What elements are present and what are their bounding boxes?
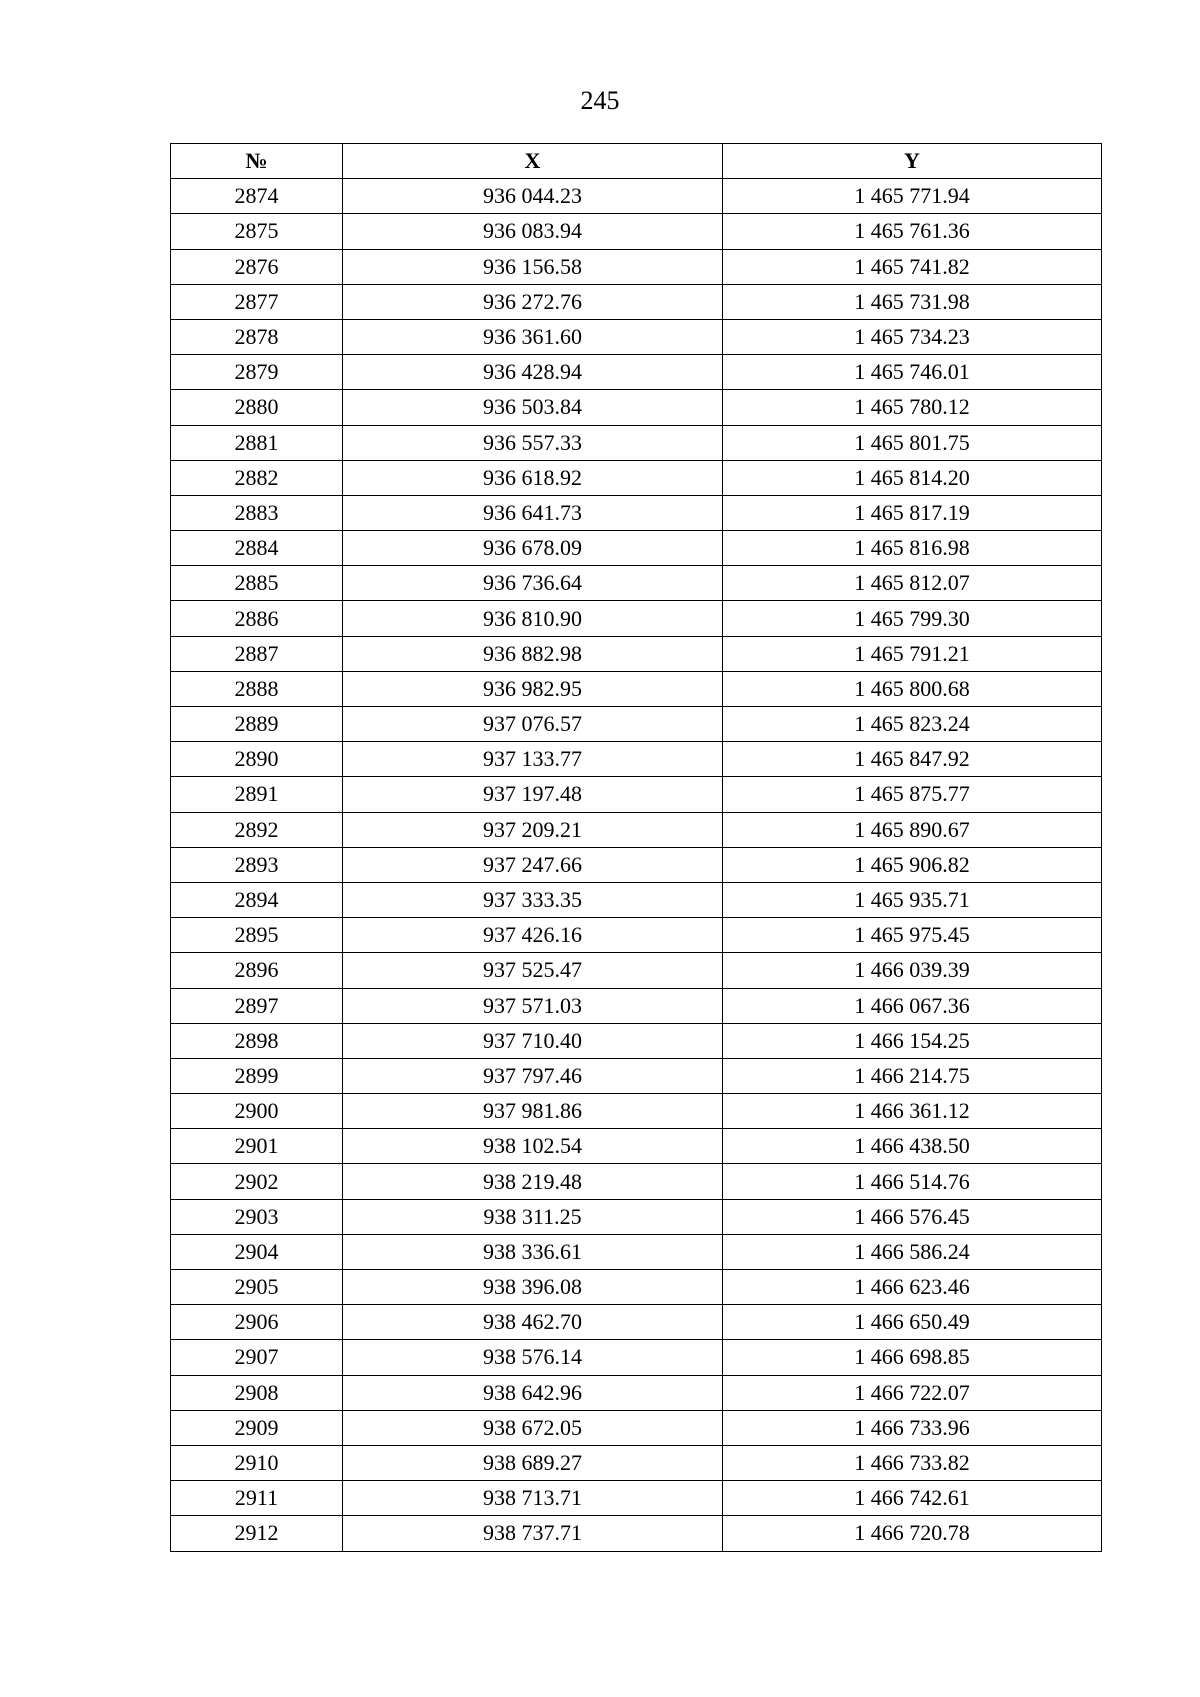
cell-number: 2893 <box>171 847 343 882</box>
cell-number: 2884 <box>171 531 343 566</box>
cell-x: 936 156.58 <box>343 249 723 284</box>
table-row <box>171 1340 1102 1375</box>
table-row <box>171 671 1102 706</box>
cell-number: 2880 <box>171 390 343 425</box>
cell-number: 2894 <box>171 882 343 917</box>
cell-y: 1 465 847.92 <box>723 742 1102 777</box>
table-row <box>171 777 1102 812</box>
cell-number: 2912 <box>171 1516 343 1551</box>
cell-x: 937 797.46 <box>343 1058 723 1093</box>
table-row <box>171 1199 1102 1234</box>
cell-number: 2895 <box>171 918 343 953</box>
cell-y: 1 466 514.76 <box>723 1164 1102 1199</box>
cell-x: 938 672.05 <box>343 1410 723 1445</box>
table-row <box>171 1164 1102 1199</box>
cell-y: 1 465 975.45 <box>723 918 1102 953</box>
cell-x: 936 810.90 <box>343 601 723 636</box>
cell-y: 1 466 623.46 <box>723 1270 1102 1305</box>
cell-number: 2896 <box>171 953 343 988</box>
cell-number: 2908 <box>171 1375 343 1410</box>
cell-x: 937 209.21 <box>343 812 723 847</box>
cell-y: 1 465 801.75 <box>723 425 1102 460</box>
table-row <box>171 988 1102 1023</box>
cell-number: 2885 <box>171 566 343 601</box>
table-row <box>171 566 1102 601</box>
cell-number: 2890 <box>171 742 343 777</box>
cell-y: 1 466 720.78 <box>723 1516 1102 1551</box>
cell-x: 937 133.77 <box>343 742 723 777</box>
table-body <box>171 179 1102 1551</box>
cell-number: 2877 <box>171 284 343 319</box>
table-row <box>171 1270 1102 1305</box>
cell-y: 1 465 817.19 <box>723 495 1102 530</box>
page-number: 245 <box>580 86 620 115</box>
cell-y: 1 465 875.77 <box>723 777 1102 812</box>
cell-y: 1 465 800.68 <box>723 671 1102 706</box>
cell-y: 1 465 890.67 <box>723 812 1102 847</box>
cell-number: 2882 <box>171 460 343 495</box>
table-row <box>171 214 1102 249</box>
cell-x: 937 571.03 <box>343 988 723 1023</box>
cell-y: 1 466 039.39 <box>723 953 1102 988</box>
cell-number: 2899 <box>171 1058 343 1093</box>
cell-number: 2900 <box>171 1094 343 1129</box>
table-row <box>171 390 1102 425</box>
cell-x: 936 361.60 <box>343 319 723 354</box>
table-row <box>171 1305 1102 1340</box>
cell-number: 2892 <box>171 812 343 847</box>
cell-x: 936 641.73 <box>343 495 723 530</box>
table-row <box>171 495 1102 530</box>
cell-y: 1 466 650.49 <box>723 1305 1102 1340</box>
cell-x: 937 197.48 <box>343 777 723 812</box>
cell-y: 1 465 812.07 <box>723 566 1102 601</box>
cell-y: 1 465 741.82 <box>723 249 1102 284</box>
table-row <box>171 1129 1102 1164</box>
cell-x: 938 102.54 <box>343 1129 723 1164</box>
cell-number: 2904 <box>171 1234 343 1269</box>
table-row <box>171 179 1102 214</box>
cell-y: 1 465 771.94 <box>723 179 1102 214</box>
table-row <box>171 707 1102 742</box>
cell-x: 937 710.40 <box>343 1023 723 1058</box>
cell-y: 1 465 799.30 <box>723 601 1102 636</box>
cell-x: 938 336.61 <box>343 1234 723 1269</box>
cell-x: 937 981.86 <box>343 1094 723 1129</box>
cell-y: 1 465 906.82 <box>723 847 1102 882</box>
cell-y: 1 465 814.20 <box>723 460 1102 495</box>
table-row <box>171 636 1102 671</box>
table-row <box>171 1023 1102 1058</box>
cell-x: 937 426.16 <box>343 918 723 953</box>
coordinates-table <box>170 143 1102 1552</box>
cell-number: 2910 <box>171 1445 343 1480</box>
cell-y: 1 466 733.96 <box>723 1410 1102 1445</box>
cell-y: 1 465 791.21 <box>723 636 1102 671</box>
cell-x: 936 428.94 <box>343 355 723 390</box>
cell-y: 1 465 823.24 <box>723 707 1102 742</box>
cell-y: 1 465 780.12 <box>723 390 1102 425</box>
cell-number: 2888 <box>171 671 343 706</box>
cell-y: 1 466 438.50 <box>723 1129 1102 1164</box>
cell-x: 937 076.57 <box>343 707 723 742</box>
cell-number: 2887 <box>171 636 343 671</box>
table-row <box>171 425 1102 460</box>
cell-number: 2886 <box>171 601 343 636</box>
cell-number: 2881 <box>171 425 343 460</box>
cell-number: 2901 <box>171 1129 343 1164</box>
cell-x: 938 689.27 <box>343 1445 723 1480</box>
cell-number: 2883 <box>171 495 343 530</box>
table-row <box>171 953 1102 988</box>
table-row <box>171 319 1102 354</box>
table-row <box>171 284 1102 319</box>
cell-y: 1 466 742.61 <box>723 1481 1102 1516</box>
table-row <box>171 1445 1102 1480</box>
table-row <box>171 1410 1102 1445</box>
cell-y: 1 466 067.36 <box>723 988 1102 1023</box>
cell-x: 938 713.71 <box>343 1481 723 1516</box>
table-row <box>171 460 1102 495</box>
cell-number: 2911 <box>171 1481 343 1516</box>
cell-x: 937 525.47 <box>343 953 723 988</box>
cell-y: 1 465 731.98 <box>723 284 1102 319</box>
cell-y: 1 465 935.71 <box>723 882 1102 917</box>
cell-number: 2909 <box>171 1410 343 1445</box>
cell-number: 2903 <box>171 1199 343 1234</box>
cell-number: 2906 <box>171 1305 343 1340</box>
cell-x: 936 557.33 <box>343 425 723 460</box>
cell-y: 1 466 154.25 <box>723 1023 1102 1058</box>
cell-y: 1 466 698.85 <box>723 1340 1102 1375</box>
cell-x: 936 982.95 <box>343 671 723 706</box>
cell-x: 936 678.09 <box>343 531 723 566</box>
table-row <box>171 601 1102 636</box>
table-row <box>171 355 1102 390</box>
cell-y: 1 466 586.24 <box>723 1234 1102 1269</box>
cell-number: 2905 <box>171 1270 343 1305</box>
cell-x: 938 311.25 <box>343 1199 723 1234</box>
cell-x: 938 576.14 <box>343 1340 723 1375</box>
cell-y: 1 465 746.01 <box>723 355 1102 390</box>
cell-number: 2876 <box>171 249 343 284</box>
cell-number: 2897 <box>171 988 343 1023</box>
cell-x: 937 247.66 <box>343 847 723 882</box>
cell-number: 2874 <box>171 179 343 214</box>
header-x: X <box>343 144 723 179</box>
table-row <box>171 812 1102 847</box>
cell-y: 1 465 734.23 <box>723 319 1102 354</box>
cell-y: 1 465 816.98 <box>723 531 1102 566</box>
cell-y: 1 466 722.07 <box>723 1375 1102 1410</box>
table-row <box>171 1375 1102 1410</box>
cell-number: 2891 <box>171 777 343 812</box>
table-row <box>171 1516 1102 1551</box>
table-row <box>171 1094 1102 1129</box>
table-row <box>171 742 1102 777</box>
cell-x: 936 272.76 <box>343 284 723 319</box>
cell-y: 1 466 733.82 <box>723 1445 1102 1480</box>
cell-number: 2898 <box>171 1023 343 1058</box>
cell-number: 2878 <box>171 319 343 354</box>
header-y: Y <box>723 144 1102 179</box>
table-row <box>171 847 1102 882</box>
cell-y: 1 465 761.36 <box>723 214 1102 249</box>
table-row <box>171 249 1102 284</box>
cell-number: 2879 <box>171 355 343 390</box>
cell-x: 938 219.48 <box>343 1164 723 1199</box>
cell-number: 2889 <box>171 707 343 742</box>
table-row <box>171 1058 1102 1093</box>
cell-number: 2902 <box>171 1164 343 1199</box>
cell-x: 936 736.64 <box>343 566 723 601</box>
cell-x: 937 333.35 <box>343 882 723 917</box>
table-row <box>171 918 1102 953</box>
cell-x: 938 737.71 <box>343 1516 723 1551</box>
table-row <box>171 531 1102 566</box>
table-row <box>171 1234 1102 1269</box>
cell-y: 1 466 361.12 <box>723 1094 1102 1129</box>
cell-x: 938 462.70 <box>343 1305 723 1340</box>
table-row <box>171 882 1102 917</box>
cell-y: 1 466 576.45 <box>723 1199 1102 1234</box>
cell-x: 936 083.94 <box>343 214 723 249</box>
cell-number: 2907 <box>171 1340 343 1375</box>
table-header <box>171 144 1102 179</box>
cell-x: 936 882.98 <box>343 636 723 671</box>
cell-x: 938 642.96 <box>343 1375 723 1410</box>
cell-y: 1 466 214.75 <box>723 1058 1102 1093</box>
cell-x: 936 503.84 <box>343 390 723 425</box>
table-row <box>171 1481 1102 1516</box>
cell-x: 936 618.92 <box>343 460 723 495</box>
cell-x: 936 044.23 <box>343 179 723 214</box>
header-row <box>171 144 1102 179</box>
cell-number: 2875 <box>171 214 343 249</box>
cell-x: 938 396.08 <box>343 1270 723 1305</box>
header-number: № <box>171 144 343 179</box>
